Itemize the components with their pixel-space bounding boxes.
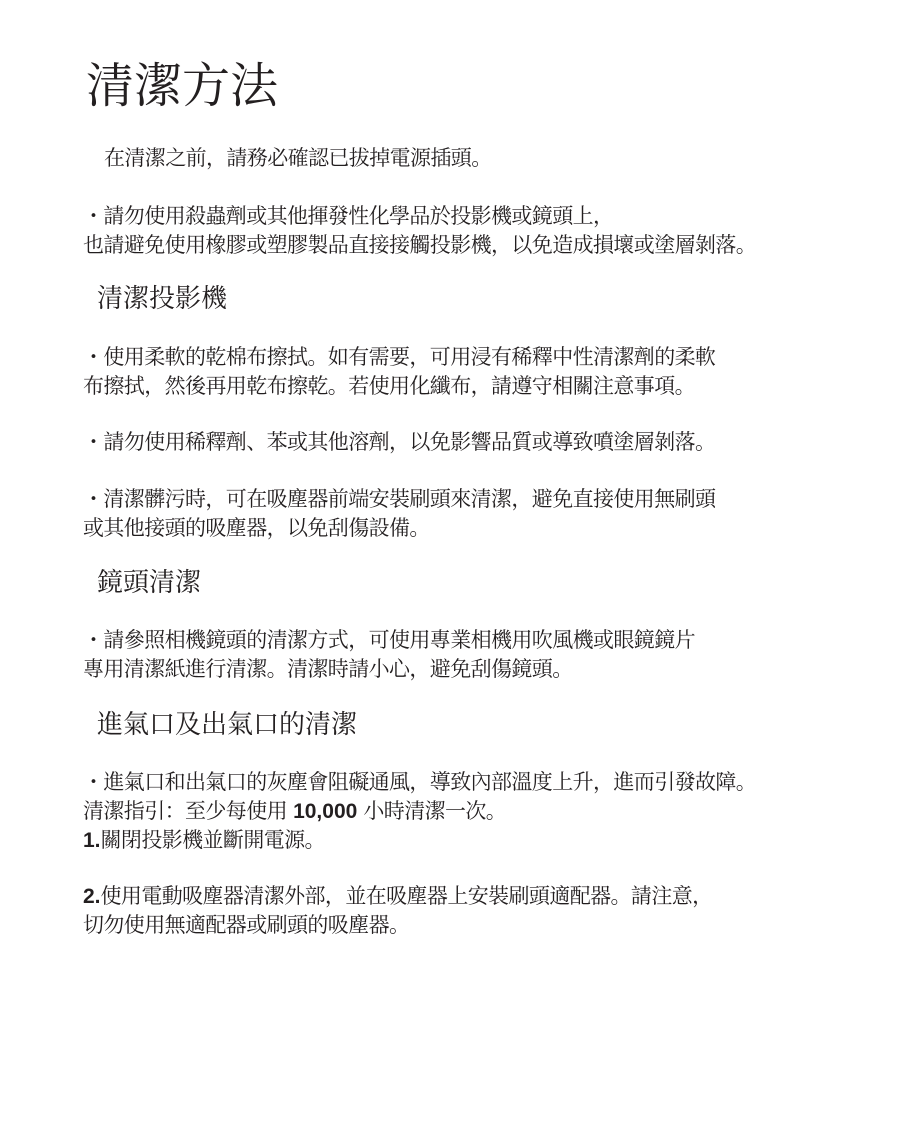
projector-p3-line-1: ・清潔髒污時，可在吸塵器前端安裝刷頭來清潔，避免直接使用無刷頭 (83, 487, 716, 511)
projector-p1-line-2: 布擦拭，然後再用乾布擦乾。若使用化纖布，請遵守相關注意事項。 (83, 374, 695, 398)
vents-paragraph (83, 768, 756, 855)
lens-p1-line-2: 專用清潔紙進行清潔。清潔時請小心，避免刮傷鏡頭。 (83, 657, 573, 681)
lens-p1-line-1: ・請參照相機鏡頭的清潔方式，可使用專業相機用吹風機或眼鏡鏡片 (83, 628, 695, 652)
projector-paragraph-2: ・請勿使用稀釋劑、苯或其他溶劑，以免影響品質或導致噴塗層剝落。 (83, 430, 716, 454)
warning-line-1: ・請勿使用殺蟲劑或其他揮發性化學品於投影機或鏡頭上， (83, 204, 614, 228)
section-heading-projector: 清潔投影機 (97, 284, 228, 314)
projector-p3-line-2: 或其他接頭的吸塵器，以免刮傷設備。 (83, 516, 430, 540)
step-2-number: 2. (83, 885, 101, 908)
page-title: 清潔方法 (86, 58, 279, 114)
projector-paragraph-3 (83, 485, 715, 543)
step-1 (83, 826, 756, 855)
step-2-paragraph (83, 882, 713, 940)
section-heading-lens: 鏡頭清潔 (97, 568, 202, 598)
projector-paragraph-1 (83, 343, 715, 401)
step-2-continued: 切勿使用無適配器或刷頭的吸塵器。 (83, 913, 410, 937)
step-2 (83, 882, 713, 911)
cleaning-guide (83, 797, 756, 826)
warning-line-2: 也請避免使用橡膠或塑膠製品直接接觸投影機，以免造成損壞或塗層剝落。 (83, 233, 757, 257)
step-1-number: 1. (83, 829, 101, 852)
guide-hours: 10,000 (293, 800, 358, 823)
intro-text: 在清潔之前，請務必確認已拔掉電源插頭。 (104, 146, 492, 170)
lens-paragraph-1 (83, 626, 695, 684)
guide-prefix: 清潔指引：至少每使用 (83, 799, 294, 823)
step-1-text: 關閉投影機並斷開電源。 (100, 828, 325, 852)
step-2-text: 使用電動吸塵器清潔外部，並在吸塵器上安裝刷頭適配器。請注意， (100, 884, 713, 908)
projector-p1-line-1: ・使用柔軟的乾棉布擦拭。如有需要，可用浸有稀釋中性清潔劑的柔軟 (83, 345, 716, 369)
section-heading-vents: 進氣口及出氣口的清潔 (97, 710, 358, 740)
guide-suffix: 小時清潔一次。 (357, 799, 507, 823)
warning-paragraph (83, 202, 756, 260)
vents-p1: ・進氣口和出氣口的灰塵會阻礙通風，導致內部溫度上升，進而引發故障。 (83, 770, 757, 794)
